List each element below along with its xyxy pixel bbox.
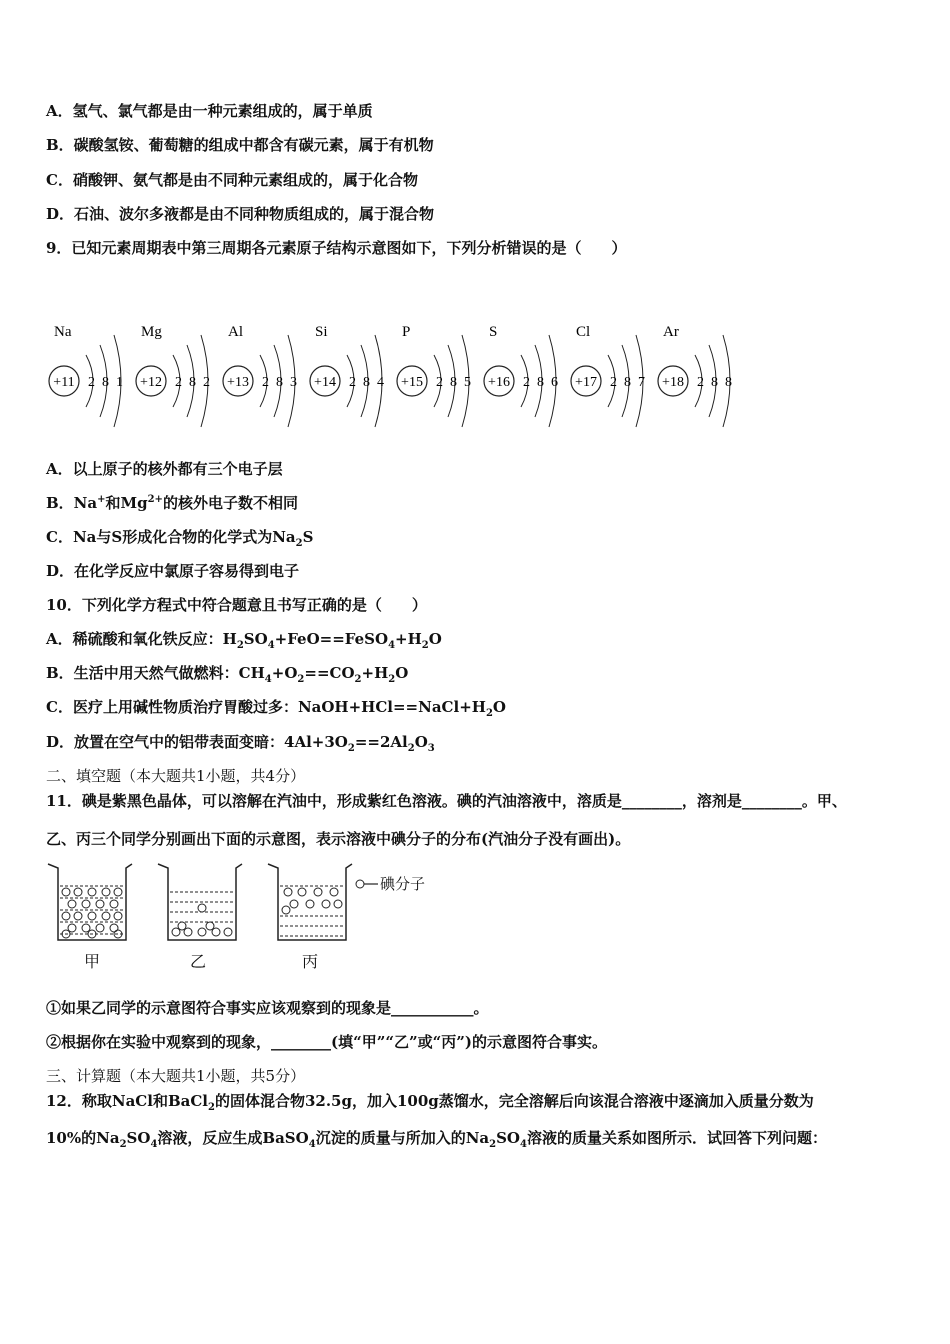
electron-count: 2 [349, 375, 356, 390]
electron-count: 5 [464, 375, 471, 390]
nucleus-charge: +11 [53, 375, 75, 390]
electron-count: 2 [610, 375, 617, 390]
electron-count: 8 [711, 375, 718, 390]
atom-structure-diagrams [40, 318, 740, 438]
electron-count: 7 [638, 375, 645, 390]
atom-symbol: Cl [576, 324, 591, 340]
atom-cl [571, 324, 645, 427]
nucleus-charge: +17 [575, 375, 597, 390]
electron-count: 2 [88, 375, 95, 390]
q8-option-a: A．氢气、氯气都是由一种元素组成的，属于单质 [46, 102, 373, 120]
electron-count: 8 [102, 375, 109, 390]
q11-subquestion-1: ①如果乙同学的示意图符合事实应该观察到的现象是___________。 [46, 999, 489, 1017]
q10-stem: 10．下列化学方程式中符合题意且书写正确的是（ ） [46, 596, 427, 614]
legend-iodine-molecule [356, 880, 378, 888]
q9-option-b: B．Na+和$Mg^{2+}$的核外电子数不相同 [46, 494, 298, 512]
beaker-jia [48, 864, 132, 940]
beaker-yi [158, 864, 242, 940]
legend-label: 碘分子 [380, 875, 426, 893]
atom-symbol: P [402, 324, 411, 340]
atom-si [310, 324, 384, 427]
q11-line1: 11．碘是紫黑色晶体，可以溶解在汽油中，形成紫红色溶液。碘的汽油溶液中，溶质是________，溶剂是________。甲、 [46, 792, 847, 810]
nucleus-charge: +14 [314, 375, 336, 390]
q10-option-b: B．生活中用天然气做燃料：$CH_4+O_2==CO_2+H_2O$ [46, 664, 409, 685]
beaker-label-jia: 甲 [84, 952, 101, 971]
section-3-heading: 三、计算题（本大题共1小题，共5分） [46, 1067, 306, 1085]
electron-count: 6 [551, 375, 558, 390]
q10-option-c: C．医疗上用碱性物质治疗胃酸过多：$NaOH+HCl==NaCl+H_2O$ [46, 698, 506, 719]
atom-mg [136, 324, 210, 427]
electron-count: 2 [697, 375, 704, 390]
beaker-label-yi: 乙 [190, 952, 207, 971]
beaker-bing [268, 864, 352, 940]
electron-count: 2 [203, 375, 210, 390]
atom-s [484, 324, 558, 427]
atom-symbol: S [489, 324, 498, 340]
q8-option-c: C．硝酸钾、氨气都是由不同种元素组成的，属于化合物 [46, 171, 418, 189]
electron-count: 3 [290, 375, 297, 390]
electron-count: 8 [624, 375, 631, 390]
electron-count: 8 [363, 375, 370, 390]
atom-symbol: Si [315, 324, 328, 340]
nucleus-charge: +18 [662, 375, 684, 390]
atom-ar [658, 324, 732, 427]
q10-option-d: D．放置在空气中的铝带表面变暗：$4Al+3O_2==2Al_2O_3$ [46, 733, 435, 754]
atom-symbol: Al [228, 324, 243, 340]
q9-option-c: C．Na与S形成化合物的化学式为$Na_2S$ [46, 528, 314, 549]
nucleus-charge: +12 [140, 375, 162, 390]
electron-count: 8 [450, 375, 457, 390]
electron-count: 2 [175, 375, 182, 390]
electron-count: 8 [276, 375, 283, 390]
atom-symbol: Na [54, 324, 72, 340]
nucleus-charge: +15 [401, 375, 423, 390]
electron-count: 2 [523, 375, 530, 390]
electron-count: 4 [377, 375, 384, 390]
q9-stem: 9．已知元素周期表中第三周期各元素原子结构示意图如下，下列分析错误的是（ ） [46, 239, 627, 257]
electron-count: 8 [537, 375, 544, 390]
q8-option-b: B．碳酸氢铵、葡萄糖的组成中都含有碳元素，属于有机物 [46, 136, 434, 154]
q11-line2: 乙、丙三个同学分别画出下面的示意图，表示溶液中碘分子的分布(汽油分子没有画出)。 [46, 830, 631, 848]
q8-option-d: D．石油、波尔多液都是由不同种物质组成的，属于混合物 [46, 205, 435, 223]
q10-option-a: A．稀硫酸和氧化铁反应：$H_2SO_4+FeO==FeSO_4+H_2O$ [46, 630, 442, 651]
q11-subquestion-2: ②根据你在实验中观察到的现象，________(填“甲”“乙”或“丙”)的示意图符合事实。 [46, 1033, 607, 1051]
atom-symbol: Ar [663, 324, 679, 340]
q9-option-a: A．以上原子的核外都有三个电子层 [46, 460, 283, 478]
nucleus-charge: +13 [227, 375, 249, 390]
atom-symbol: Mg [141, 324, 162, 340]
atom-na [49, 324, 123, 427]
atom-al [223, 324, 297, 427]
q9-option-d: D．在化学反应中氯原子容易得到电子 [46, 562, 300, 580]
section-2-heading: 二、填空题（本大题共1小题，共4分） [46, 767, 306, 785]
electron-count: 1 [116, 375, 123, 390]
nucleus-charge: +16 [488, 375, 510, 390]
atom-p [397, 324, 471, 427]
electron-count: 2 [262, 375, 269, 390]
electron-count: 2 [436, 375, 443, 390]
electron-count: 8 [725, 375, 732, 390]
q12-line1: 12．称取NaCl和BaCl$_2$的固体混合物32.5g，加入100g蒸馏水，完全溶解后向该混合溶液中逐滴加入质量分数为 [46, 1092, 814, 1113]
q12-line2: 10%的$Na_2SO_4$溶液，反应生成BaSO$_4$沉淀的质量与所加入的$Na_2SO_4$溶液的质量关系如图所示．试回答下列问题： [46, 1129, 827, 1150]
electron-count: 8 [189, 375, 196, 390]
beaker-label-bing: 丙 [302, 952, 319, 971]
